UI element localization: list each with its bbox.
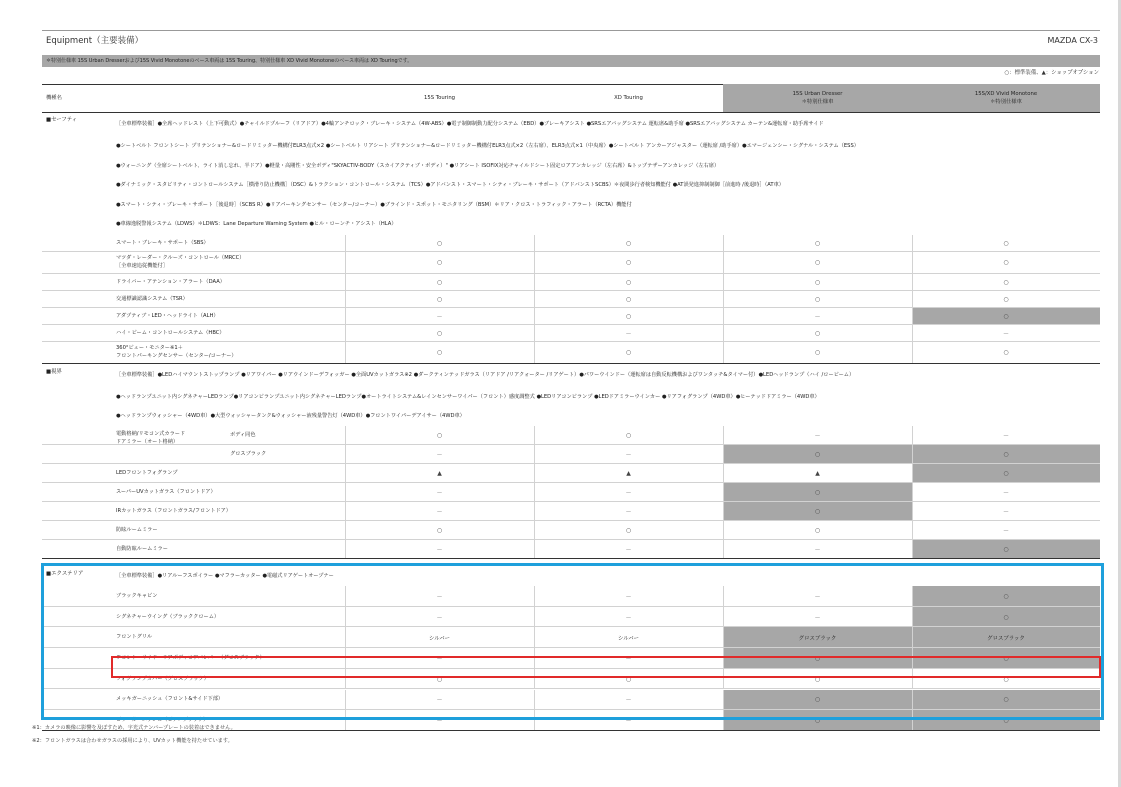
header-model-xd-touring (534, 84, 723, 112)
model-name: 15S/XD Vivid Monotone (974, 91, 1038, 97)
value-cell: ○ (814, 526, 821, 534)
value-cell: － (625, 451, 632, 459)
safety-row (42, 308, 1100, 325)
header-model-vivid-monotone (912, 84, 1100, 112)
notice-bar: ＊特別仕様車 15S Urban Dresserおよび15S Vivid Monotoneのベース車両は 15S Touring、特別仕様車 XD Vivid Monotoneのベース車両は XD Touringです。 (42, 55, 1100, 67)
value-cell: ○ (436, 295, 443, 303)
column-divider (723, 540, 724, 559)
value-cell: ○ (1003, 675, 1009, 683)
column-divider (912, 521, 913, 540)
safety-row (42, 325, 1100, 342)
standard-equipment-row (42, 137, 1100, 157)
row-label: メッキガーニッシュ（フロント&サイド下部） (116, 696, 224, 703)
header-item-column (42, 84, 345, 112)
column-divider (345, 502, 346, 521)
value-cell: ○ (723, 690, 912, 711)
column-divider (723, 325, 724, 342)
row-label: ドライバー・アテンション・アラート（DAA） (116, 278, 225, 285)
visibility-row (42, 521, 1100, 540)
value-cell: ○ (912, 445, 1100, 464)
value-cell: ○ (723, 502, 912, 521)
column-divider (912, 274, 913, 291)
row-divider (42, 558, 1100, 559)
standard-equipment-text: ［全車標準装備］●リアルーフスポイラー ●マフラーカッター ●電磁式リアゲートオープナー (116, 572, 334, 579)
value-cell: － (625, 489, 632, 497)
safety-row (42, 252, 1100, 274)
standard-equipment-text: ●シートベルト フロントシート プリテンショナー&ロードリミッター機構付ELR3点式×2 ●シートベルト リアシート プリテンショナー&ロードリミッター機構付ELR3点式×2（左右席）、ELR3点式×1（中央席）●シートベルト アンカーアジャスター（運転席 /助手席）●エマージェンシー・シグナル・システム（ESS） (116, 143, 859, 150)
value-cell: － (625, 655, 632, 663)
value-cell: シルバー (617, 635, 640, 642)
value-cell: ○ (912, 710, 1100, 731)
visibility-row (42, 464, 1100, 483)
standard-equipment-text: ●ウォーニング（全席シートベルト、ライト消し忘れ、半ドア）●軽量・高剛性・安全ボディ"SKYACTIV-BODY（スカイアクティブ・ボディ）" ●リアシート ISOFIX対応チャイルドシート固定ロアアンカレッジ（左右席）&トップテザーアンカレッジ（左右席） (116, 162, 720, 169)
column-divider (534, 502, 535, 521)
value-cell: ○ (912, 540, 1100, 559)
column-divider (723, 426, 724, 445)
column-divider (723, 308, 724, 325)
column-divider (534, 325, 535, 342)
value-cell: ○ (625, 259, 632, 266)
model-name: 15S Touring (423, 95, 456, 101)
row-label-line2: ［全車速追従機能付］ (116, 262, 168, 269)
value-cell: ○ (912, 308, 1100, 325)
column-divider (534, 308, 535, 325)
safety-row (42, 342, 1100, 364)
column-divider (912, 308, 913, 325)
value-cell: ○ (723, 710, 912, 731)
row-label-line2: フロントパーキングセンサー（センター/コーナー） (116, 352, 237, 359)
value-cell: － (436, 546, 443, 554)
exterior-highlight-box (41, 563, 1104, 720)
column-divider (534, 445, 535, 464)
column-divider (345, 426, 346, 445)
value-cell: － (625, 697, 632, 705)
column-divider (912, 252, 913, 274)
mirror-row (42, 426, 1100, 445)
value-cell: － (814, 546, 821, 554)
value-cell: ○ (625, 312, 632, 320)
row-label: シグネチャーウイング（ブラッククローム） (116, 613, 220, 620)
column-divider (723, 235, 724, 252)
column-divider (534, 521, 535, 540)
value-cell: ▲ (815, 469, 820, 477)
row-label: 360°ビュー・モニター※1＋ (116, 344, 183, 351)
column-divider (345, 325, 346, 342)
column-divider (345, 483, 346, 502)
standard-equipment-row (42, 157, 1100, 177)
column-divider (723, 291, 724, 308)
row-label: マツダ・レーダー・クルーズ・コントロール（MRCC） (116, 254, 245, 261)
column-divider (534, 291, 535, 308)
value-cell: ○ (436, 431, 443, 439)
row-sub-label: ボディ同色 (230, 431, 256, 438)
value-cell: － (436, 593, 443, 601)
value-cell: ○ (912, 464, 1100, 483)
value-cell: ○ (625, 239, 632, 247)
column-divider (912, 540, 913, 559)
column-divider (534, 274, 535, 291)
column-divider (723, 464, 724, 483)
row-label: ハイ・ビーム・コントロールシステム（HBC） (116, 329, 225, 336)
value-cell: シルバー (428, 635, 451, 642)
value-cell: ○ (436, 675, 443, 683)
column-divider (345, 291, 346, 308)
model-sub: ＊特別仕様車 (801, 99, 834, 105)
column-divider (723, 252, 724, 274)
row-label: 自動防眩ルームミラー (116, 545, 168, 552)
value-cell: － (436, 451, 443, 459)
column-divider (534, 252, 535, 274)
column-divider (723, 483, 724, 502)
value-cell: ○ (1003, 278, 1009, 286)
category-label: ■セーフティ (46, 117, 78, 123)
standard-equipment-row (42, 196, 1100, 216)
document-title: Equipment（主要装備） (46, 36, 144, 46)
value-cell: ○ (625, 278, 632, 286)
column-divider (345, 342, 346, 364)
value-cell: ○ (814, 675, 821, 683)
value-cell: ○ (814, 295, 821, 303)
value-cell: － (436, 614, 443, 622)
value-cell: ○ (814, 239, 821, 247)
header-model-15s-touring (345, 84, 534, 112)
top-rule (42, 30, 1100, 31)
value-cell: グロスブラック (912, 627, 1100, 648)
safety-row (42, 291, 1100, 308)
footnote-1: ※1：カメラの映像に影響を及ぼすため、字光式ナンバープレートの装着はできません。 (32, 725, 236, 731)
value-cell: ○ (1003, 239, 1009, 247)
row-label: フロント・サイド・リアボディロアバンパー（グロスブラック） (116, 654, 265, 661)
column-divider (723, 502, 724, 521)
column-divider (912, 235, 913, 252)
column-divider (345, 445, 346, 464)
fog-lamp-cover-highlight-box (111, 656, 1101, 678)
value-cell: ○ (814, 349, 821, 356)
standard-equipment-row (42, 388, 1100, 407)
legend: ○：標準装備、▲：ショップオプション (1004, 70, 1099, 76)
value-cell: ○ (723, 445, 912, 464)
value-cell: ○ (436, 239, 443, 247)
column-divider (345, 274, 346, 291)
column-divider (345, 235, 346, 252)
value-cell: － (814, 593, 821, 601)
column-divider (723, 274, 724, 291)
standard-equipment-text: ●車線逸脱警報システム（LDWS）＊LDWS：Lane Departure Warning System ●ヒル・ローンチ・アシスト（HLA） (116, 221, 397, 228)
safety-row (42, 235, 1100, 252)
value-cell: ○ (625, 431, 632, 439)
brand-name: MAZDA CX-3 (1047, 36, 1098, 45)
value-cell: － (814, 432, 821, 440)
value-cell: － (436, 313, 443, 321)
row-label: LEDフロントフォグランプ (116, 469, 178, 476)
standard-equipment-row (42, 215, 1100, 235)
value-cell: ○ (912, 586, 1100, 607)
value-cell: ○ (625, 526, 632, 534)
value-cell: － (625, 718, 632, 726)
column-divider (345, 252, 346, 274)
value-cell: － (1002, 508, 1009, 516)
value-cell: － (625, 330, 632, 338)
column-divider (912, 291, 913, 308)
visibility-row (42, 502, 1100, 521)
value-cell: ○ (625, 349, 632, 356)
column-divider (723, 342, 724, 364)
value-cell: － (436, 655, 443, 663)
column-divider (912, 483, 913, 502)
row-label: フォグランプカバー（グロスブラック） (116, 675, 209, 682)
value-cell: － (436, 697, 443, 705)
value-cell: ○ (723, 648, 912, 669)
value-cell: ○ (1003, 295, 1009, 303)
safety-row (42, 274, 1100, 291)
value-cell: － (625, 593, 632, 601)
mirror-group-label-line2: ドアミラー（オート格納） (116, 438, 179, 445)
value-cell: － (1002, 330, 1009, 338)
value-cell: ▲ (626, 469, 631, 477)
standard-equipment-row (42, 176, 1100, 196)
value-cell: ○ (436, 329, 443, 337)
column-divider (912, 502, 913, 521)
model-sub: ＊特別仕様車 (990, 99, 1022, 105)
row-sub-label: グロスブラック (230, 450, 267, 457)
column-divider (912, 464, 913, 483)
standard-equipment-row (42, 364, 1100, 388)
column-divider (534, 540, 535, 559)
column-divider (912, 445, 913, 464)
value-cell: － (436, 489, 443, 497)
row-label: フロントグリル (116, 634, 153, 641)
row-label: IRカットガラス（フロントガラス/フロントドア） (116, 507, 231, 514)
value-cell: ○ (723, 483, 912, 502)
value-cell: ○ (912, 607, 1100, 628)
value-cell: ○ (436, 278, 443, 286)
value-cell: ▲ (437, 469, 442, 477)
value-cell: ○ (436, 259, 443, 266)
mirror-group-label: 電動格納/リモコン式カラード (116, 430, 186, 437)
header-model-urban-dresser (723, 84, 912, 112)
column-divider (534, 426, 535, 445)
value-cell: ○ (814, 278, 821, 286)
category-label: ■エクステリア (46, 571, 84, 577)
value-cell: ○ (436, 526, 443, 534)
value-cell: ○ (625, 295, 632, 303)
value-cell: ○ (436, 349, 443, 356)
value-cell: － (625, 546, 632, 554)
mirror-row (42, 445, 1100, 464)
value-cell: グロスブラック (723, 627, 912, 648)
standard-equipment-text: ●スマート・シティ・ブレーキ・サポート［後退時］（SCBS R）●リアパーキングセンサー（センター/コーナー）●ブラインド・スポット・モニタリング（BSM）＊リア・クロス・トラフィック・アラート（RCTA）機能付 (116, 201, 632, 208)
footnote-2: ※2：フロントガラスは合わせガラスの採用により、UVカット機能を持たせています。 (32, 738, 233, 744)
column-divider (912, 342, 913, 364)
value-cell: ○ (814, 259, 821, 266)
column-divider (345, 464, 346, 483)
standard-equipment-text: ●ヘッドランプユニット内シグネチャーLEDランプ●リアコンビランプユニット内シグネチャーLEDランプ●オートライトシステム&レインセンサーワイパー（フロント）感度調整式 ●LEDリアコンビランプ ●LEDドアミラーウインカー ●リアフォグランプ（4WD車）●ヒーテッドドアミラー（4WD車） (116, 393, 820, 400)
standard-equipment-text: ●ヘッドランプウォッシャー（4WD車）●大型ウォッシャータンク&ウォッシャー液残量警告灯（4WD車）●フロントワイパーデアイサー（4WD車） (116, 412, 465, 419)
column-divider (534, 483, 535, 502)
standard-equipment-text: ［全車標準装備］●全席ヘッドレスト（上下可動式）●チャイルドプルーフ（リアドア）●4輪アンチロック・ブレーキ・システム（4W-ABS）●電子制御制動力配分システム（EBD）●ブレーキアシスト ●SRSエアバッグシステム 運転席&助手席 ●SRSエアバッグシステム カーテン&運転席・助手席サイド (116, 121, 824, 127)
value-cell: － (1002, 527, 1009, 535)
value-cell: ○ (912, 648, 1100, 669)
value-cell: － (814, 614, 821, 622)
column-divider (534, 235, 535, 252)
value-cell: ○ (1003, 259, 1009, 266)
value-cell: － (1002, 432, 1009, 440)
column-divider (723, 445, 724, 464)
value-cell: ○ (625, 675, 632, 683)
standard-equipment-text: ［全車標準装備］●LEDハイマウントストップランプ ●リアワイパー ●リアウインドーデフォッガー ●全面UVカットガラス※2 ●ダークティンテッドガラス（リアドア /リアクォーター /リアゲート）●パワーウインドー（運転席は自動反転機構およびワンタッチ&タイマー付）●LEDヘッドランプ（ハイ /ロービーム） (116, 372, 855, 378)
column-divider (723, 521, 724, 540)
column-divider (912, 325, 913, 342)
row-label: ピラーガーニッシュ（ピアノブラック） (116, 717, 209, 724)
category-label: ■視界 (46, 368, 62, 375)
visibility-row (42, 483, 1100, 502)
row-label: スーパーUVカットガラス（フロントドア） (116, 488, 216, 495)
value-cell: － (814, 313, 821, 321)
visibility-row (42, 540, 1100, 559)
standard-equipment-row (42, 407, 1100, 426)
row-label: 交通標識認識システム（TSR） (116, 295, 188, 302)
standard-equipment-row (42, 112, 1100, 137)
column-divider (912, 426, 913, 445)
column-divider (345, 540, 346, 559)
row-label: アダプティブ・LED・ヘッドライト（ALH） (116, 312, 219, 319)
column-divider (345, 521, 346, 540)
row-label: 防眩ルームミラー (116, 526, 158, 533)
header-item-label: 機種名 (46, 95, 62, 101)
column-divider (534, 342, 535, 364)
value-cell: ○ (1003, 349, 1009, 356)
row-label: スマート・ブレーキ・サポート（SBS） (116, 239, 209, 246)
row-label: ブラックキャビン (116, 592, 158, 599)
value-cell: ○ (814, 329, 821, 337)
value-cell: － (625, 508, 632, 516)
standard-equipment-text: ●ダイナミック・スタビリティ・コントロールシステム［横滑り防止機構］（DSC）&トラクション・コントロール・システム（TCS）●アドバンスト・スマート・シティ・ブレーキ・サポート（アドバンストSCBS）＊夜間歩行者検知機能付 ●AT誤発進抑制制御［前進時 /後退時］（AT車） (116, 182, 784, 189)
column-divider (534, 464, 535, 483)
model-name: XD Touring (614, 95, 643, 101)
value-cell: － (436, 508, 443, 516)
value-cell: － (625, 614, 632, 622)
model-name: 15S Urban Dresser (792, 91, 843, 97)
value-cell: － (436, 718, 443, 726)
value-cell: ○ (912, 690, 1100, 711)
value-cell: － (1002, 489, 1009, 497)
column-divider (345, 308, 346, 325)
